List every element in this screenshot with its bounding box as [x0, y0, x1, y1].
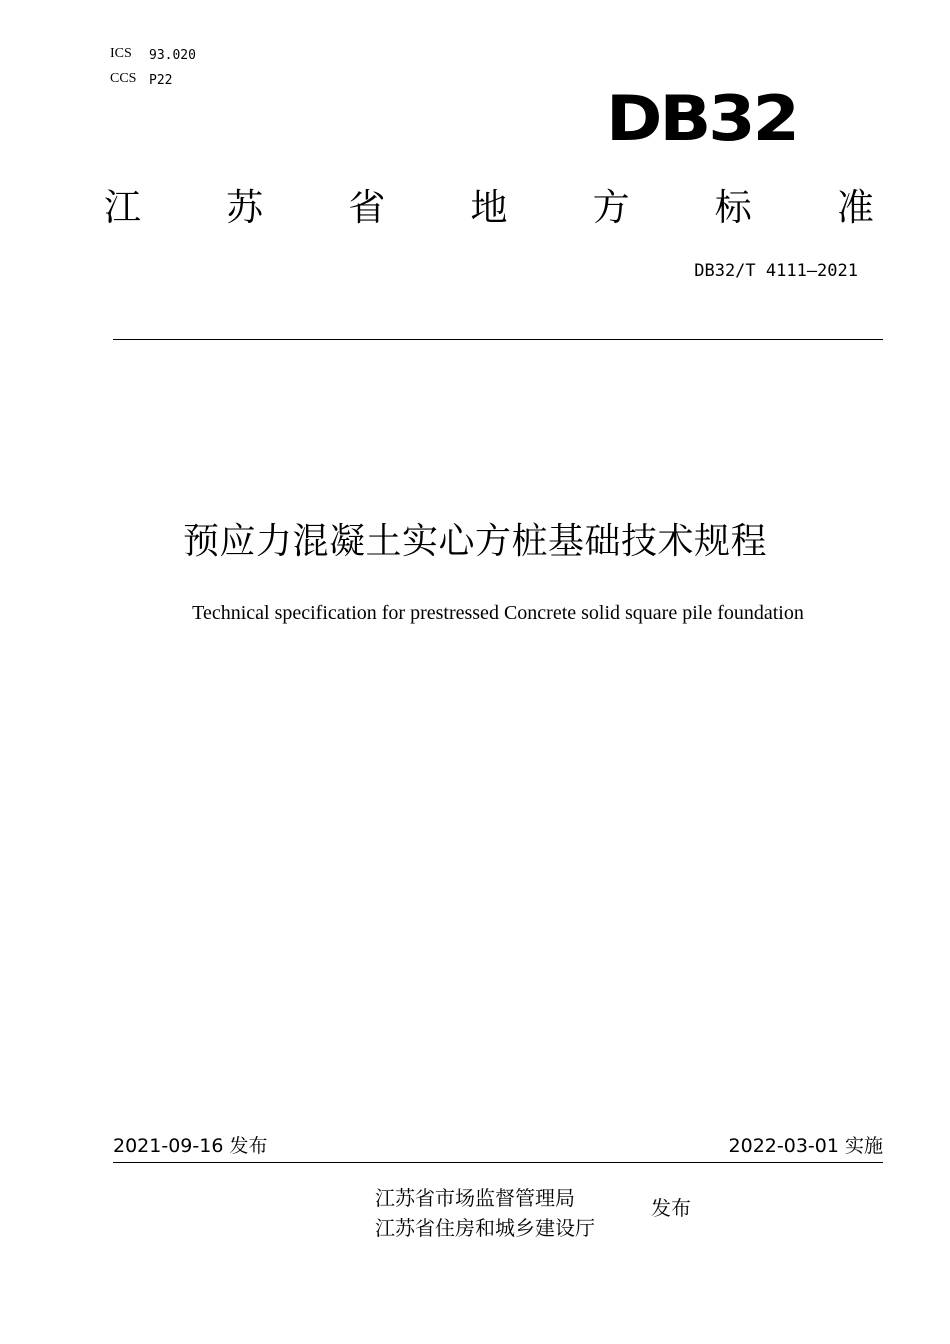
publish-date: 2021-09-16 发布: [113, 1135, 268, 1157]
standard-type-char: 准: [836, 186, 874, 229]
footer-divider: [113, 1162, 883, 1163]
title-chinese: 预应力混凝土实心方桩基础技术规程: [182, 521, 767, 562]
standard-type: [104, 183, 874, 233]
db32-logo: DB32: [606, 83, 797, 156]
standard-type-char: 省: [348, 186, 386, 229]
standard-type-char: 方: [592, 186, 630, 229]
issuer-action: 发布: [651, 1196, 691, 1220]
standard-type-char: 标: [714, 186, 752, 229]
header-divider: [113, 339, 883, 340]
ccs-code: P22: [149, 73, 173, 88]
issuer-market-regulation: 江苏省市场监督管理局: [375, 1186, 575, 1210]
ics-label: ICS: [110, 46, 132, 61]
ics-code: 93.020: [149, 48, 196, 63]
ccs-label: CCS: [110, 71, 137, 86]
standard-type-char: 江: [104, 186, 141, 229]
issuer-housing-construction: 江苏省住房和城乡建设厅: [375, 1216, 595, 1240]
implement-date: 2022-03-01 实施: [728, 1135, 883, 1157]
title-english: Technical specification for prestressed Concrete solid square pile foundation: [192, 602, 804, 624]
standard-number: DB32/T 4111—2021: [694, 261, 858, 281]
standard-type-char: 地: [470, 186, 508, 229]
standard-type-char: 苏: [226, 186, 264, 229]
